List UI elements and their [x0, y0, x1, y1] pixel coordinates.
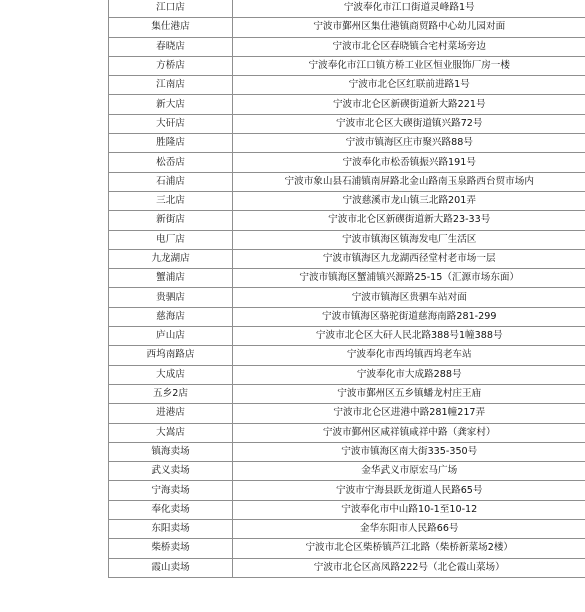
store-name-cell: 三北店: [109, 191, 233, 210]
store-name-cell: 贵驷店: [109, 288, 233, 307]
store-address-table: [108, 0, 585, 578]
store-name-cell: 新大店: [109, 95, 233, 114]
store-name-cell: 奉化卖场: [109, 500, 233, 519]
store-address-cell: 宁波市北仑区红联前进路1号: [233, 76, 585, 95]
store-address-cell: 宁波慈溪市龙山镇三北路201弄: [233, 191, 585, 210]
store-address-cell: 宁波奉化市大成路288号: [233, 365, 585, 384]
store-address-cell: 宁波市北仑区高凤路222号（北仑霞山菜场）: [233, 558, 585, 577]
table-row: [109, 327, 585, 346]
store-name-cell: 新街店: [109, 211, 233, 230]
table-row: [109, 500, 585, 519]
table-row: [109, 365, 585, 384]
store-name-cell: 集仕港店: [109, 18, 233, 37]
store-name-cell: 胜隆店: [109, 134, 233, 153]
store-address-cell: 宁波市北仑区春晓镇合宅村菜场旁边: [233, 37, 585, 56]
store-address-cell: 宁波市镇海区庄市聚兴路88号: [233, 134, 585, 153]
table-row: [109, 211, 585, 230]
store-name-cell: 方桥店: [109, 56, 233, 75]
table-row: [109, 384, 585, 403]
store-address-cell: 宁波奉化市江口镇方桥工业区恒业服饰厂房一楼: [233, 56, 585, 75]
table-row: [109, 18, 585, 37]
store-name-cell: 春晓店: [109, 37, 233, 56]
store-address-cell: 宁波市象山县石浦镇南屏路北金山路南玉泉路西台贸市场内: [233, 172, 585, 191]
store-address-cell: 宁波市北仑区大矸人民北路388号1幢388号: [233, 327, 585, 346]
store-address-cell: 宁波奉化市中山路10-1至10-12: [233, 500, 585, 519]
table-row: [109, 558, 585, 577]
store-address-cell: 宁波市镇海区贵驷车站对面: [233, 288, 585, 307]
store-name-cell: 镇海卖场: [109, 442, 233, 461]
store-address-cell: 宁波市宁海县跃龙街道人民路65号: [233, 481, 585, 500]
store-address-cell: 宁波奉化市西坞镇西坞老车站: [233, 346, 585, 365]
store-name-cell: 石浦店: [109, 172, 233, 191]
table-row: [109, 481, 585, 500]
table-row: [109, 404, 585, 423]
table-row: [109, 307, 585, 326]
store-name-cell: 武义卖场: [109, 462, 233, 481]
table-row: [109, 37, 585, 56]
store-address-cell: 宁波市镇海区蟹浦镇兴源路25-15（汇源市场东面）: [233, 269, 585, 288]
store-address-cell: 宁波奉化市松岙镇振兴路191号: [233, 153, 585, 172]
table-row: [109, 95, 585, 114]
table-row: [109, 249, 585, 268]
store-name-cell: 电厂店: [109, 230, 233, 249]
store-name-cell: 大嵩店: [109, 423, 233, 442]
store-name-cell: 庐山店: [109, 327, 233, 346]
table-row: [109, 423, 585, 442]
store-address-cell: 宁波市镇海区南大街335-350号: [233, 442, 585, 461]
store-name-cell: 蟹浦店: [109, 269, 233, 288]
table-row: [109, 56, 585, 75]
store-name-cell: 宁海卖场: [109, 481, 233, 500]
store-name-cell: 柴桥卖场: [109, 539, 233, 558]
table-row: [109, 462, 585, 481]
store-address-cell: 宁波市北仑区新碶街道新大路23-33号: [233, 211, 585, 230]
table-row: [109, 442, 585, 461]
store-address-cell: 宁波市鄞州区集仕港镇商贸路中心幼儿园对面: [233, 18, 585, 37]
store-address-cell: 宁波市镇海区镇海发电厂生活区: [233, 230, 585, 249]
store-name-cell: 西坞南路店: [109, 346, 233, 365]
store-address-cell: 宁波市镇海区九龙湖西径堂村老市场一层: [233, 249, 585, 268]
table-row: [109, 230, 585, 249]
store-name-cell: 大矸店: [109, 114, 233, 133]
table-row: [109, 288, 585, 307]
table-row: [109, 114, 585, 133]
table-row: [109, 172, 585, 191]
store-name-cell: 慈海店: [109, 307, 233, 326]
store-name-cell: 大成店: [109, 365, 233, 384]
store-address-cell: 金华武义市原宏马广场: [233, 462, 585, 481]
store-name-cell: 九龙湖店: [109, 249, 233, 268]
table-row: [109, 0, 585, 18]
store-name-cell: 江口店: [109, 0, 233, 18]
table-row: [109, 134, 585, 153]
table-row: [109, 76, 585, 95]
store-address-cell: 宁波市北仑区大碶街道镇兴路72号: [233, 114, 585, 133]
store-name-cell: 进港店: [109, 404, 233, 423]
table-row: [109, 191, 585, 210]
store-address-cell: 宁波市北仑区柴桥镇芦江北路（柴桥新菜场2楼）: [233, 539, 585, 558]
table-row: [109, 269, 585, 288]
store-table-body: [109, 0, 585, 577]
table-row: [109, 539, 585, 558]
store-address-cell: 宁波市北仑区新碶街道新大路221号: [233, 95, 585, 114]
store-address-cell: 金华东阳市人民路66号: [233, 520, 585, 539]
table-row: [109, 346, 585, 365]
store-address-cell: 宁波市鄞州区五乡镇蟠龙村庄王庙: [233, 384, 585, 403]
store-address-cell: 宁波市鄞州区咸祥镇咸祥中路（龚家村）: [233, 423, 585, 442]
store-name-cell: 霞山卖场: [109, 558, 233, 577]
store-address-cell: 宁波奉化市江口街道灵峰路1号: [233, 0, 585, 18]
store-name-cell: 松岙店: [109, 153, 233, 172]
store-name-cell: 东阳卖场: [109, 520, 233, 539]
store-name-cell: 五乡2店: [109, 384, 233, 403]
store-name-cell: 江南店: [109, 76, 233, 95]
store-address-cell: 宁波市北仑区进港中路281幢217弄: [233, 404, 585, 423]
store-address-cell: 宁波市镇海区骆驼街道慈海南路281-299: [233, 307, 585, 326]
table-row: [109, 520, 585, 539]
table-row: [109, 153, 585, 172]
